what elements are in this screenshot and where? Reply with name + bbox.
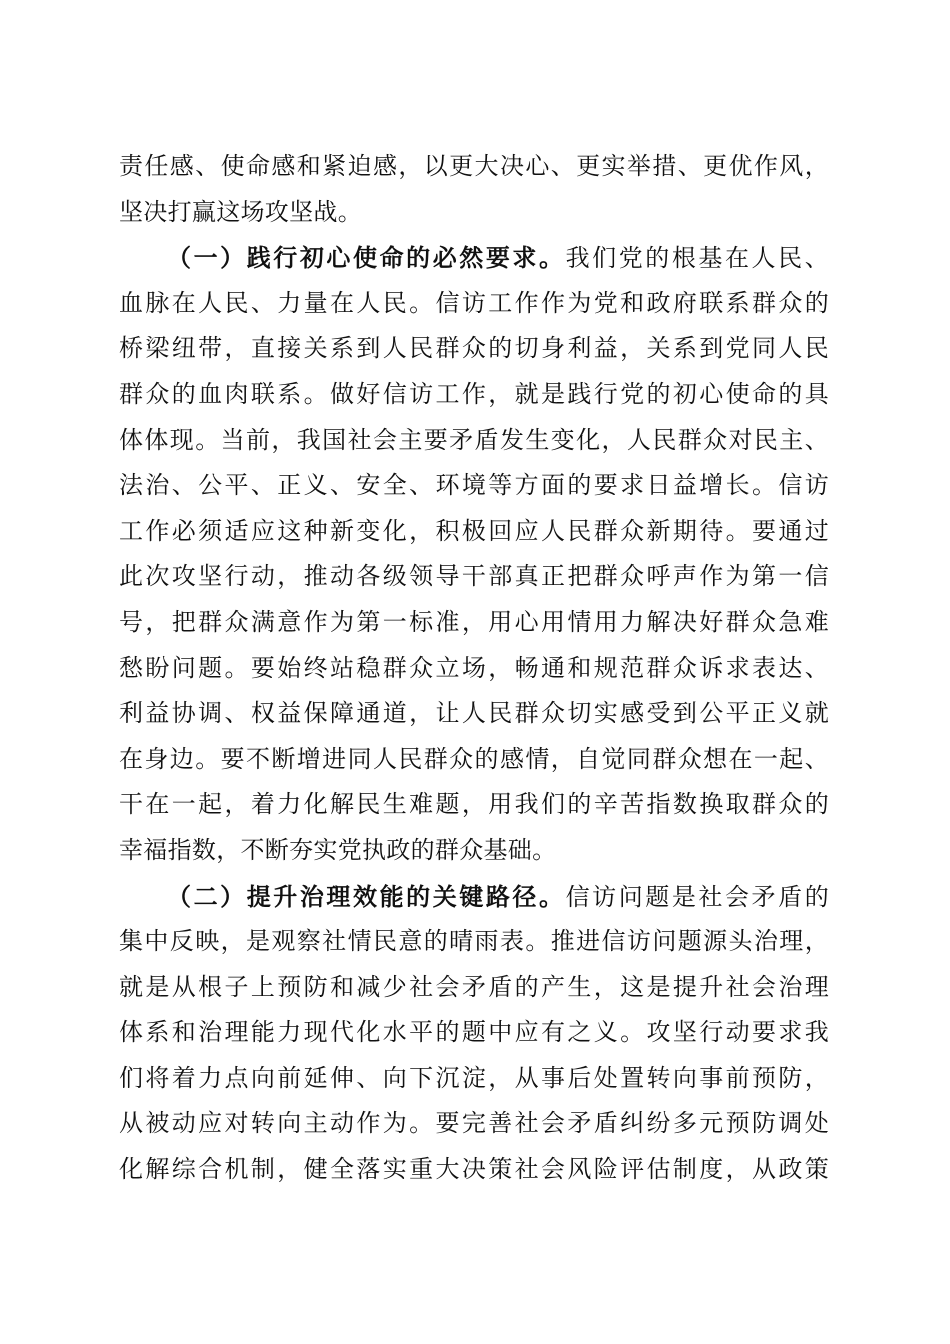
section-heading: （二）提升治理效能的关键路径。 (167, 881, 566, 911)
text-line: 从被动应对转向主动作为。要完善社会矛盾纠纷多元预防调处 (119, 1109, 829, 1138)
text-line: 就是从根子上预防和减少社会矛盾的产生，这是提升社会治理 (119, 972, 829, 1001)
body-text (119, 144, 829, 1193)
text-line: 法治、公平、正义、安全、环境等方面的要求日益增长。信访 (119, 471, 829, 500)
text-line: 愁盼问题。要始终站稳群众立场，畅通和规范群众诉求表达、 (119, 653, 829, 682)
text-line: 集中反映，是观察社情民意的晴雨表。推进信访问题源头治理， (119, 927, 829, 956)
text-line: 群众的血肉联系。做好信访工作，就是践行党的初心使命的具 (119, 379, 829, 408)
text-line: 体体现。当前，我国社会主要矛盾发生变化，人民群众对民主、 (119, 425, 829, 454)
text-line: 幸福指数，不断夯实党执政的群众基础。 (119, 835, 557, 864)
text-line: 体系和治理能力现代化水平的题中应有之义。攻坚行动要求我 (119, 1018, 829, 1047)
section-heading: （一）践行初心使命的必然要求。 (167, 243, 566, 273)
text-line: 此次攻坚行动，推动各级领导干部真正把群众呼声作为第一信 (119, 562, 829, 591)
paragraph-first-line (119, 235, 829, 281)
text-line: 桥梁纽带，直接关系到人民群众的切身利益，关系到党同人民 (119, 334, 829, 363)
text-line: 利益协调、权益保障通道，让人民群众切实感受到公平正义就 (119, 699, 829, 728)
text-span: 我们党的根基在人民、 (565, 244, 829, 273)
text-line: 工作必须适应这种新变化，积极回应人民群众新期待。要通过 (119, 516, 829, 545)
text-line: 在身边。要不断增进同人民群众的感情，自觉同群众想在一起、 (119, 744, 829, 773)
text-line: 干在一起，着力化解民生难题，用我们的辛苦指数换取群众的 (119, 790, 829, 819)
text-span: 信访问题是社会矛盾的 (565, 882, 829, 911)
text-line: 们将着力点向前延伸、向下沉淀，从事后处置转向事前预防， (119, 1063, 829, 1092)
paragraph-first-line (119, 874, 829, 920)
text-line: 坚决打赢这场攻坚战。 (119, 197, 362, 226)
text-line: 责任感、使命感和紧迫感，以更大决心、更实举措、更优作风， (119, 152, 829, 180)
text-line: 化解综合机制，健全落实重大决策社会风险评估制度，从政策 (119, 1155, 829, 1184)
text-line: 血脉在人民、力量在人民。信访工作作为党和政府联系群众的 (119, 288, 829, 317)
text-line: 号，把群众满意作为第一标准，用心用情用力解决好群众急难 (119, 607, 829, 636)
